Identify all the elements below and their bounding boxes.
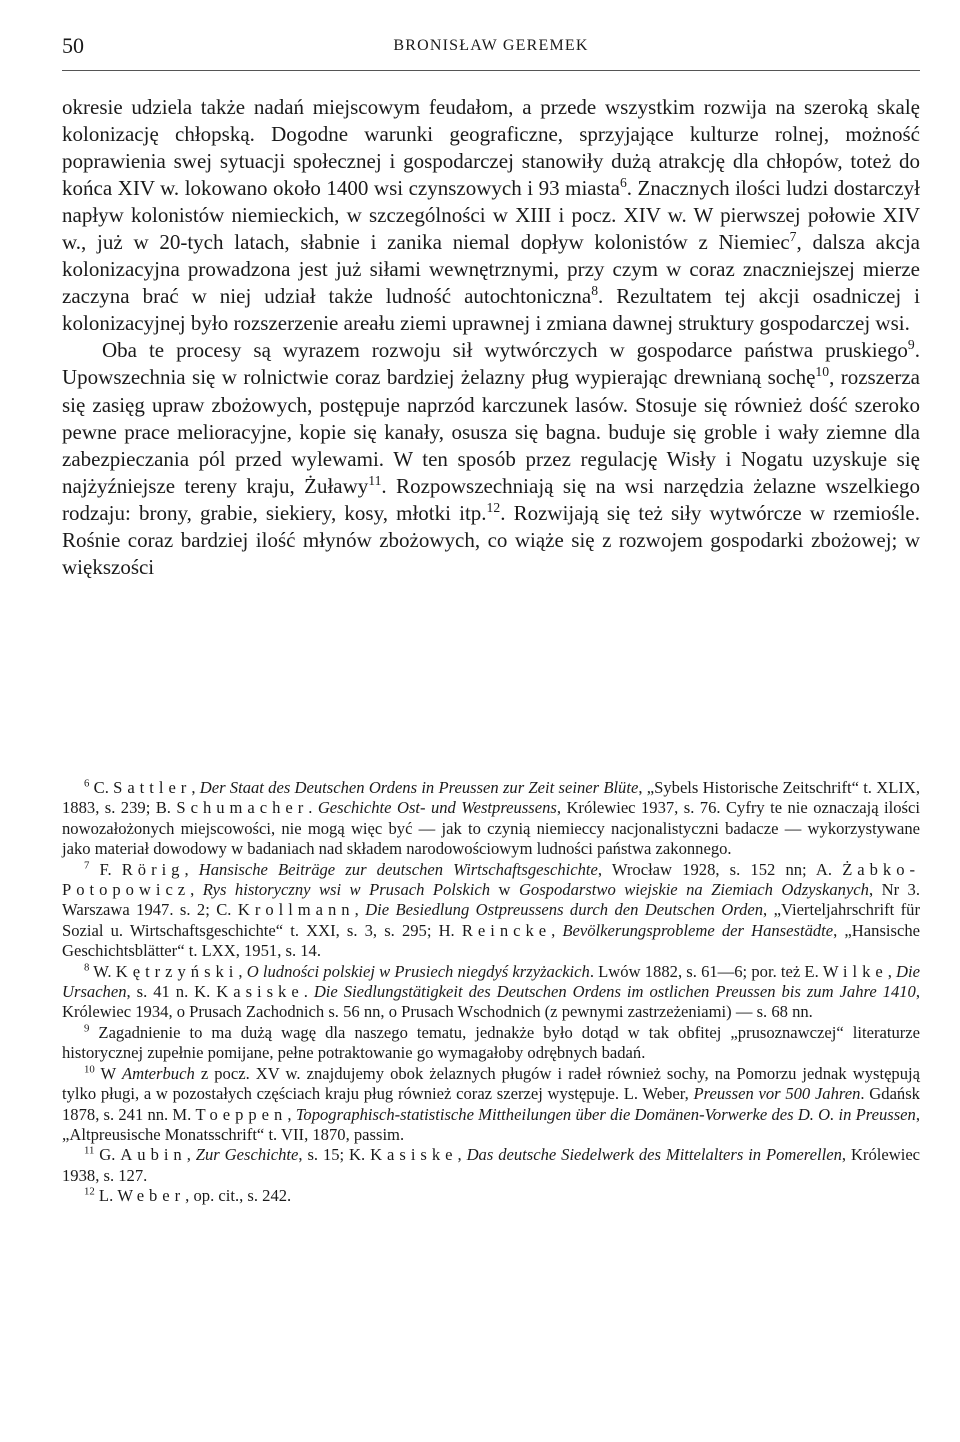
author-name: Sattler xyxy=(113,778,192,797)
footnote-ref-12: 12 xyxy=(486,499,501,515)
work-title: Amterbuch xyxy=(121,1063,195,1083)
text-run: w xyxy=(490,880,519,900)
footnote-8 xyxy=(62,962,920,1023)
text-run: . Rozpowszechniają się na wsi narzędzia żelazne wszelkiego rodzaju: brony, grabie, siekiery, kosy, młotki itp. xyxy=(62,473,920,525)
text-run: , xyxy=(191,778,200,797)
text-run: , rozszerza się zasięg upraw zbożowych, postępuje naprzód karczunek lasów. Stosuje się również dość szeroko pewne prace melioracyjne, kopie się kanały, osusza się bagna. buduje się groble i wały ziemne dla zabezpieczania pól przed wylewami. W ten sposób przez regulację Wisły i Nogatu uzyskuje się najżyźniejsze tereny kraju, Żuławy xyxy=(62,365,920,498)
footnote-ref-11: 11 xyxy=(368,472,382,488)
author-name: Kętrzyński xyxy=(115,961,239,981)
footnote-7 xyxy=(62,860,920,962)
text-run: . xyxy=(308,798,318,818)
text-run: . Znacznych ilości ludzi dostarczył napływ kolonistów niemieckich, w szczególności w XIII i pocz. XIV w. W pierwszej połowie XIV w., już w 20-tych latach, słabnie i zanika niemal dopływ kolonistów z Niemiec xyxy=(62,176,920,255)
text-run: , „Vierteljahrschrift für Sozial u. Wirtschaftsgeschichte“ t. XXI, s. 3, s. 295; H. xyxy=(62,900,920,940)
text-run: , xyxy=(238,961,247,981)
author-name: Żabko-Potopowicz xyxy=(62,859,920,900)
work-title: Preussen vor 500 Jahren xyxy=(693,1084,861,1104)
author-name: Kasiske xyxy=(370,1145,458,1165)
footnote-number: 6 xyxy=(84,777,90,790)
text-run: , xyxy=(287,1104,296,1124)
footnote-ref-10: 10 xyxy=(815,364,830,380)
footnote-ref-7: 7 xyxy=(789,229,797,245)
text-run: . Rozwijają się też siły wytwórcze w rzemiośle. Rośnie coraz bardziej ilość młynów zbożowych, co wiąże się z rozwojem gospodarki zbożowej; w większości xyxy=(62,500,920,579)
text-run: , „Altpreusische Monatsschrift“ t. VII, 1870, passim. xyxy=(62,1104,920,1144)
text-run: G. xyxy=(94,1145,121,1165)
header-rule xyxy=(62,70,920,71)
footnote-11 xyxy=(62,1145,920,1186)
running-head xyxy=(62,33,920,59)
page-number: 50 xyxy=(62,33,84,58)
footnote-number: 12 xyxy=(84,1185,95,1198)
text-run: Oba te procesy są wyrazem rozwoju sił wytwórczych w gospodarce państwa pruskiego xyxy=(102,338,908,363)
footnote-number: 9 xyxy=(84,1022,90,1035)
text-run: . Lwów 1882, s. 61—6; por. też E. xyxy=(589,961,823,981)
text-run: , xyxy=(354,900,366,920)
work-title: Bevölkerungsprobleme der Hansestädte xyxy=(562,920,834,940)
text-run: , Królewiec 1937, s. 76. Cyfry te nie oznaczają ilości nowozałożonych miejscowości, nie mogą więc być — jak to czynią niemieccy nacjonalistyczni badacze — wykorzystywane jako materiał dowodowy w badaniach nad składem narodowościowym ludności państwa zakonnego. xyxy=(62,798,920,859)
footnote-number: 11 xyxy=(84,1144,95,1157)
text-run: , „Hansische Geschichtsblätter“ t. LXX, 1951, s. 14. xyxy=(62,920,920,961)
paragraph-2 xyxy=(62,337,920,580)
work-title: Geschichte Ost- und Westpreussens xyxy=(317,798,557,818)
main-text xyxy=(62,94,920,581)
text-run: , xyxy=(887,961,897,981)
text-run: , xyxy=(457,1145,467,1165)
text-run: , s. 41 n. K. xyxy=(126,982,217,1002)
author-name: Toeppen xyxy=(195,1104,288,1124)
text-run: okresie udziela także nadań miejscowym feudałom, a przede wszystkim rozwija na szeroką skalę kolonizację chłopską. Dogodne warunki geograficzne, sprzyjające kulturze rolnej, możność poprawienia swej sytuacji społecznej i gospodarczej stanowiły dużą atrakcję dla chłopów, toteż do końca XIV w. lokowano około 1400 wsi czynszowych i 93 miasta xyxy=(62,95,920,201)
work-title: Der Staat des Deutschen Ordens in Preussen zur Zeit seiner Blüte xyxy=(199,778,639,797)
text-run: , op. cit., s. 242. xyxy=(185,1186,292,1206)
text-run: W. xyxy=(89,961,116,981)
footnote-ref-6: 6 xyxy=(619,175,627,191)
work-title: Die Ursachen xyxy=(62,961,920,1002)
text-run: . Upowszechnia się w rolnictwie coraz bardziej żelazny pług wypierając drewnianą sochę xyxy=(62,338,920,390)
text-run: Zagadnienie to ma dużą wagę dla naszego tematu, jednakże było dotąd w tak obfitej „prusoznawczej“ literaturze historycznej zupełnie pomijane, pełne potraktowanie go wymagałoby odrębnych badań. xyxy=(62,1022,920,1063)
footnote-10 xyxy=(62,1064,920,1146)
text-run: , „Sybels Historische Zeitschrift“ t. XLIX, 1883, s. 239; B. xyxy=(62,778,920,818)
text-run: , dalsza akcja kolonizacyjna prowadzona jest już siłami wewnętrznymi, przy czym w coraz znaczniejszej mierze zaczyna brać w niej udział także ludność autochtoniczna xyxy=(62,230,920,309)
text-run: , xyxy=(551,920,563,940)
footnote-6 xyxy=(62,778,920,860)
text-run: L. xyxy=(94,1186,118,1206)
work-title: Gospodarstwo wiejskie na Ziemiach Odzyskanych xyxy=(518,880,869,900)
text-run: F. xyxy=(89,859,122,879)
footnote-number: 7 xyxy=(84,859,90,872)
text-run: . Gdańsk 1878, s. 241 nn. M. xyxy=(62,1084,920,1124)
work-title: Topographisch-statistische Mittheilungen über die Domänen-Vorwerke des D. O. in Preussen xyxy=(295,1104,916,1124)
footnote-ref-9: 9 xyxy=(907,337,915,353)
running-head-author: BRONISŁAW GEREMEK xyxy=(393,37,589,54)
text-run: , Nr 3. Warszawa 1947. s. 2; C. xyxy=(62,880,921,920)
author-name: Aubin xyxy=(120,1145,187,1165)
text-run: , xyxy=(184,859,199,879)
text-run: , s. 15; K. xyxy=(298,1145,371,1165)
author-name: Krollmann xyxy=(237,900,355,920)
text-run: , Wrocław 1928, s. 152 nn; A. xyxy=(597,859,843,879)
text-run: C. xyxy=(89,778,114,797)
author-name: Rörig xyxy=(121,859,185,879)
text-run: , xyxy=(186,1145,196,1165)
text-run: , Królewiec 1938, s. 127. xyxy=(62,1145,921,1185)
work-title: O ludności polskiej w Prusiech niegdyś krzyżackich xyxy=(246,961,590,981)
author-name: Reincke xyxy=(461,920,552,940)
work-title: Die Siedlungstätigkeit des Deutschen Ordens im ostlichen Preussen bis zum Jahre 1410 xyxy=(313,982,916,1002)
text-run: . Rezultatem tej akcji osadniczej i kolonizacyjnej było rozszerzenie areału ziemi uprawnej i zmiana dawnej struktury gospodarczej wsi. xyxy=(62,284,920,336)
work-title: Rys historyczny wsi w Prusach Polskich xyxy=(202,880,491,900)
author-name: Weber xyxy=(117,1186,186,1206)
text-run: , xyxy=(190,880,203,900)
work-title: Hansische Beiträge zur deutschen Wirtschaftsgeschichte xyxy=(198,859,598,879)
text-run: . xyxy=(303,982,314,1002)
author-name: Wilke xyxy=(822,961,888,981)
author-name: Schumacher xyxy=(176,798,309,818)
footnote-number: 8 xyxy=(84,961,90,974)
text-run: W xyxy=(94,1063,122,1083)
work-title: Das deutsche Siedelwerk des Mittelalters in Pomerellen xyxy=(466,1145,842,1165)
author-name: Kasiske xyxy=(216,982,304,1002)
paragraph-1 xyxy=(62,94,920,337)
footnote-number: 10 xyxy=(84,1063,95,1076)
footnote-9 xyxy=(62,1023,920,1064)
work-title: Zur Geschichte xyxy=(195,1145,299,1165)
footnote-12 xyxy=(62,1186,920,1206)
footnote-ref-8: 8 xyxy=(591,283,599,299)
text-run: , Królewiec 1934, o Prusach Zachodnich s. 56 nn, o Prusach Wschodnich (z pewnymi zastrzeżeniami) — s. 68 nn. xyxy=(62,982,921,1022)
work-title: Die Besiedlung Ostpreussens durch den Deutschen Orden xyxy=(365,900,764,920)
text-run: z pocz. XV w. znajdujemy obok żelaznych pługów i radeł również sochy, na Pomorzu jednak występują tylko pługi, a w pozostałych częściach kraju pług również coraz szerzej występuje. L. Weber, xyxy=(62,1063,920,1104)
footnotes xyxy=(62,778,920,1207)
